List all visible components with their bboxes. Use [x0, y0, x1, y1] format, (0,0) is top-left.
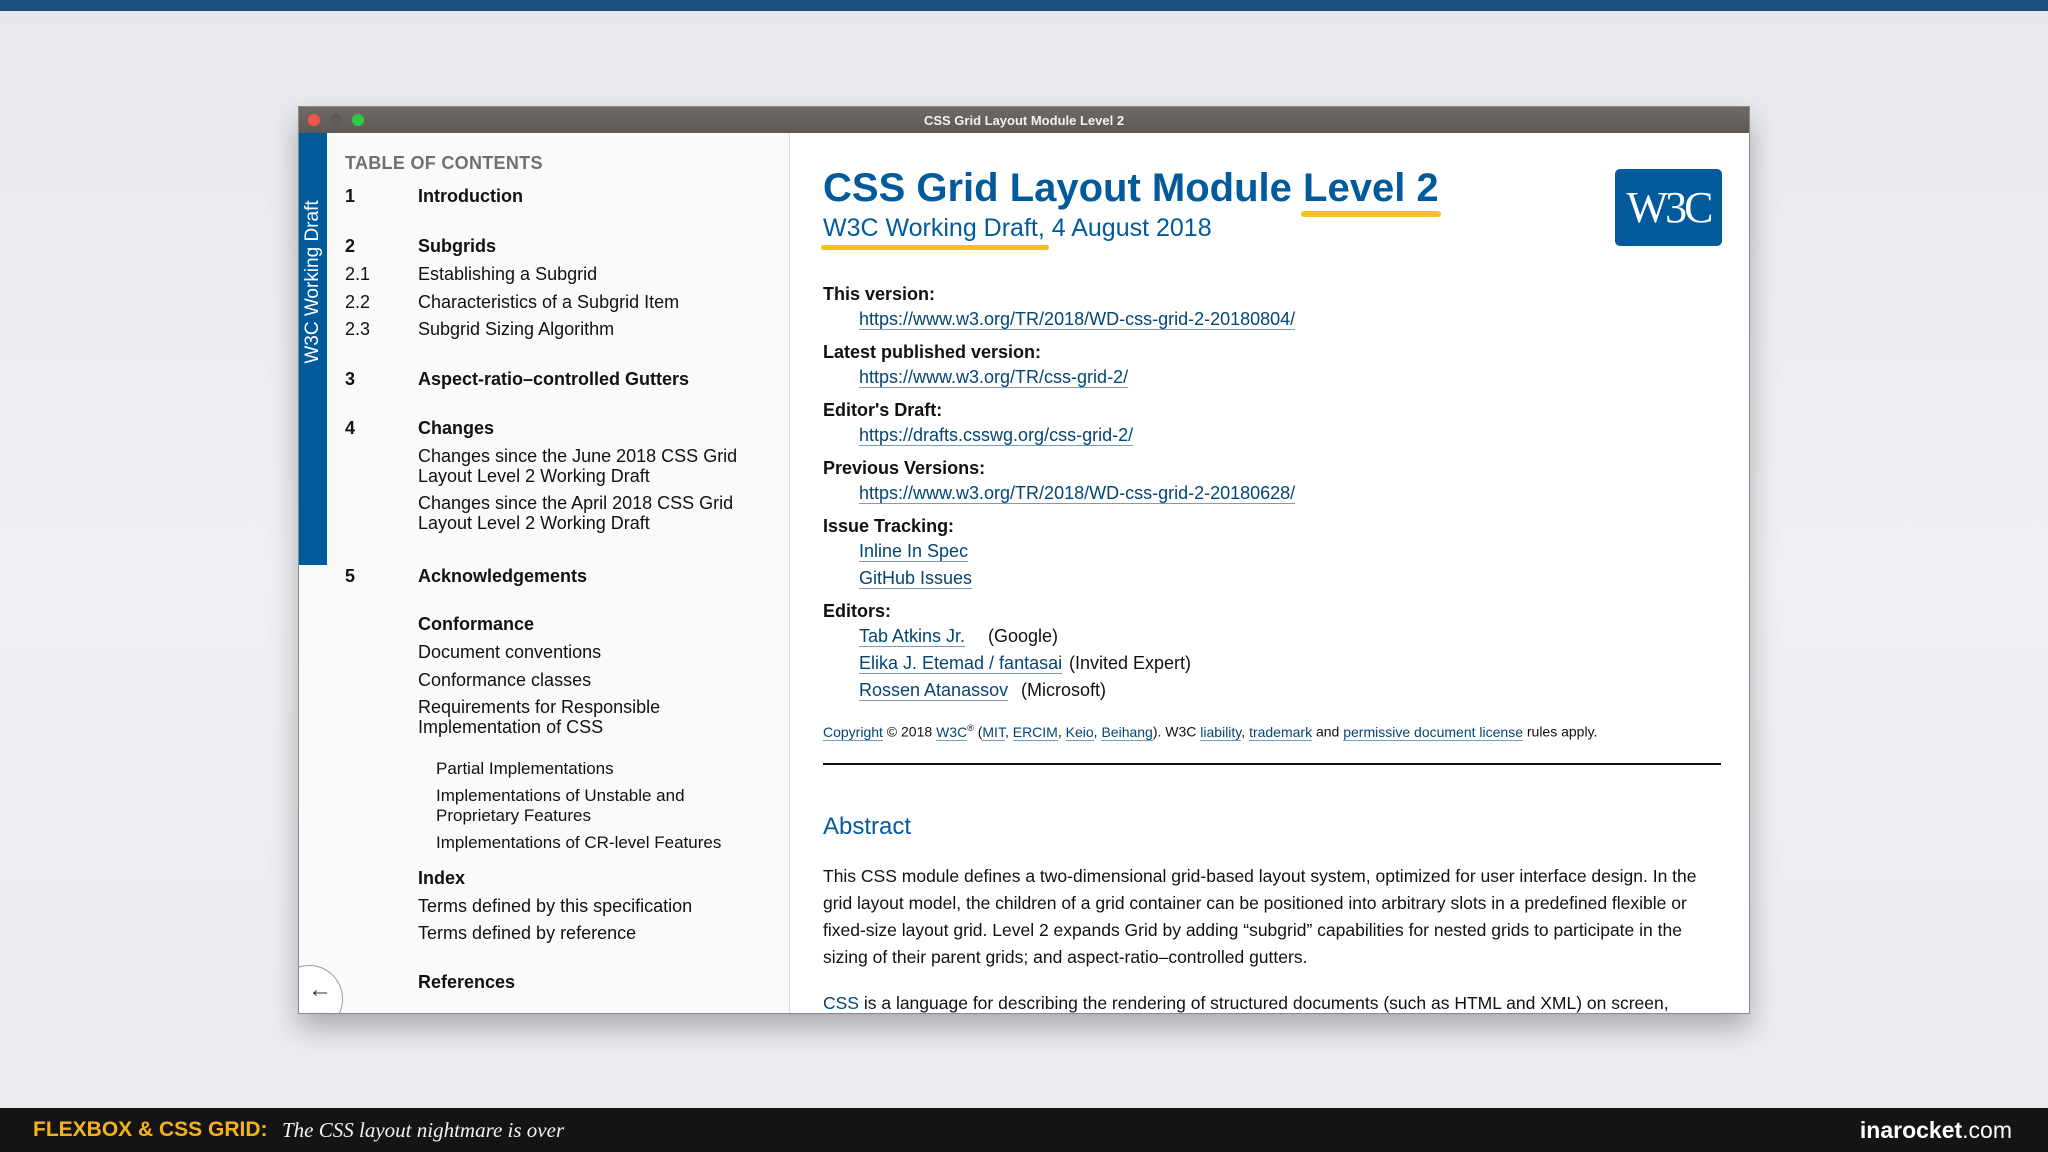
toc-title: TABLE OF CONTENTS	[345, 153, 543, 173]
toc-label: Terms defined by reference	[418, 923, 637, 943]
toc-label: Changes since the June 2018 CSS Grid Layout Level 2 Working Draft	[418, 446, 738, 486]
copyright-text: rules apply.	[1522, 723, 1598, 740]
footer-site-tld: .com	[1962, 1117, 2012, 1143]
toc-label: Subgrid Sizing Algorithm	[418, 319, 615, 339]
toc-sidebar	[299, 133, 790, 1014]
copyright-notice	[823, 723, 1597, 740]
window-titlebar	[299, 107, 1749, 133]
toc-label: Changes	[418, 418, 495, 438]
footer-brand: FLEXBOX & CSS GRID:	[33, 1118, 268, 1141]
footer-site-name: inarocket	[1859, 1117, 1963, 1143]
toc-number: 4	[345, 418, 356, 438]
issue-tracking-label: Issue Tracking:	[823, 516, 955, 536]
inline-in-spec-link[interactable]: Inline In Spec	[859, 541, 969, 561]
editor-link-rossen[interactable]: Rossen Atanassov	[859, 680, 1009, 700]
working-draft-tab[interactable]	[299, 133, 327, 565]
toc-label: Terms defined by this specification	[418, 896, 693, 916]
mit-link[interactable]: MIT	[982, 723, 1005, 740]
copyright-text: ). W3C	[1152, 723, 1201, 740]
toc-label: References	[418, 972, 516, 992]
collapse-toc-button[interactable]	[299, 965, 343, 1014]
w3c-link[interactable]: W3C	[936, 723, 968, 740]
css-intro-text: is a language for describing the rendering of structured documents (such as HTML and XML) on screen,	[858, 993, 1669, 1013]
latest-version-link[interactable]: https://www.w3.org/TR/css-grid-2/	[859, 367, 1129, 387]
toc-label: Implementations of CR-level Features	[436, 833, 722, 852]
page-title-level: Level 2	[1303, 166, 1439, 210]
this-version-link[interactable]: https://www.w3.org/TR/2018/WD-css-grid-2-20180804/	[859, 309, 1296, 329]
page-title-main: CSS Grid Layout Module	[823, 166, 1304, 210]
copyright-year: © 2018	[882, 723, 937, 740]
toc-number: 1	[345, 186, 356, 206]
toc-label: Requirements for Responsible Implementation of CSS	[418, 697, 661, 737]
this-version-label: This version:	[823, 284, 936, 304]
window-title: CSS Grid Layout Module Level 2	[923, 112, 1125, 128]
copyright-text: ,	[1093, 723, 1102, 740]
toc-number: 2.2	[345, 292, 371, 312]
keio-link[interactable]: Keio	[1065, 723, 1094, 740]
minimize-window-button[interactable]	[330, 114, 342, 126]
subtitle-highlight-mark	[821, 245, 1049, 250]
ercim-link[interactable]: ERCIM	[1012, 723, 1058, 740]
toc-label: Implementations of Unstable and Proprietary Features	[436, 786, 685, 825]
toc-label: Characteristics of a Subgrid Item	[418, 292, 680, 312]
editors-draft-link[interactable]: https://drafts.csswg.org/css-grid-2/	[859, 425, 1134, 445]
copyright-text: ,	[1057, 723, 1066, 740]
copyright-text: ,	[1004, 723, 1013, 740]
editor-affiliation: (Microsoft)	[1021, 680, 1106, 700]
toc-label: Index	[418, 868, 466, 888]
page-subtitle: W3C Working Draft, 4 August 2018	[823, 214, 1212, 242]
toc-label: Conformance	[418, 614, 535, 634]
trademark-link[interactable]: trademark	[1249, 723, 1313, 740]
liability-link[interactable]: liability	[1200, 723, 1242, 740]
latest-version-label: Latest published version:	[823, 342, 1042, 362]
footer-site	[1860, 1117, 2012, 1144]
level-highlight-mark	[1301, 211, 1441, 217]
toc-label: Partial Implementations	[436, 759, 614, 778]
toc-number: 2	[345, 236, 356, 256]
toc-label: Changes since the April 2018 CSS Grid Layout Level 2 Working Draft	[418, 493, 734, 533]
editor-affiliation: (Invited Expert)	[1069, 653, 1192, 673]
copyright-text: (	[973, 723, 983, 740]
toc-label: Establishing a Subgrid	[418, 264, 598, 284]
divider	[823, 763, 1721, 765]
toc-label: Document conventions	[418, 642, 602, 662]
toc-number: 3	[345, 369, 356, 389]
zoom-window-button[interactable]	[352, 114, 364, 126]
editors-label: Editors:	[823, 601, 892, 621]
copyright-link[interactable]: Copyright	[823, 723, 883, 740]
working-draft-tab-label: W3C Working Draft	[302, 200, 323, 364]
editor-link-fantasai[interactable]: Elika J. Etemad / fantasai	[859, 653, 1063, 673]
abstract-text: This CSS module defines a two-dimensional grid-based layout system, optimized for user interface design. In the grid layout model, the children of a grid container can be positioned into arbitrary slots in a predefined flexible or fixed-size layout grid. Level 2 expands Grid by adding “subgrid” capabilities for nested grids to participate in the sizing of their parent grids; and aspect-ratio–controlled gutters.	[823, 866, 1697, 967]
footer-tagline: The CSS layout nightmare is over	[282, 1118, 565, 1142]
toc-number: 2.1	[345, 264, 371, 284]
copyright-text: ,	[1241, 723, 1250, 740]
editor-link-tab-atkins[interactable]: Tab Atkins Jr.	[859, 626, 966, 646]
toc-label: Introduction	[418, 186, 523, 206]
document-license-link[interactable]: permissive document license	[1343, 723, 1523, 740]
github-issues-link[interactable]: GitHub Issues	[859, 568, 973, 588]
close-window-button[interactable]	[308, 114, 320, 126]
toc-label: Conformance classes	[418, 670, 592, 690]
editor-affiliation: (Google)	[988, 626, 1059, 646]
document-content	[791, 133, 1750, 1014]
toc-number: 2.3	[345, 319, 371, 339]
registered-mark: ®	[967, 723, 974, 733]
copyright-text: and	[1312, 723, 1344, 740]
previous-version-link[interactable]: https://www.w3.org/TR/2018/WD-css-grid-2-20180628/	[859, 483, 1296, 503]
browser-window	[298, 106, 1750, 1014]
slide-footer	[0, 1108, 2048, 1152]
top-strip	[0, 0, 2048, 11]
toc-label: Aspect-ratio–controlled Gutters	[418, 369, 690, 389]
toc-label: Acknowledgements	[418, 566, 588, 586]
beihang-link[interactable]: Beihang	[1101, 723, 1153, 740]
css-intro-line	[823, 993, 1669, 1014]
previous-versions-label: Previous Versions:	[823, 458, 986, 478]
editors-draft-label: Editor's Draft:	[823, 400, 943, 420]
toc-number: 5	[345, 566, 356, 586]
arrow-left-icon: ←	[308, 976, 332, 1003]
toc-label: Subgrids	[418, 236, 497, 256]
page-title	[823, 165, 1439, 211]
css-link[interactable]: CSS	[823, 993, 859, 1013]
w3c-logo[interactable]: W3C	[1615, 169, 1722, 246]
abstract-heading: Abstract	[823, 813, 912, 840]
